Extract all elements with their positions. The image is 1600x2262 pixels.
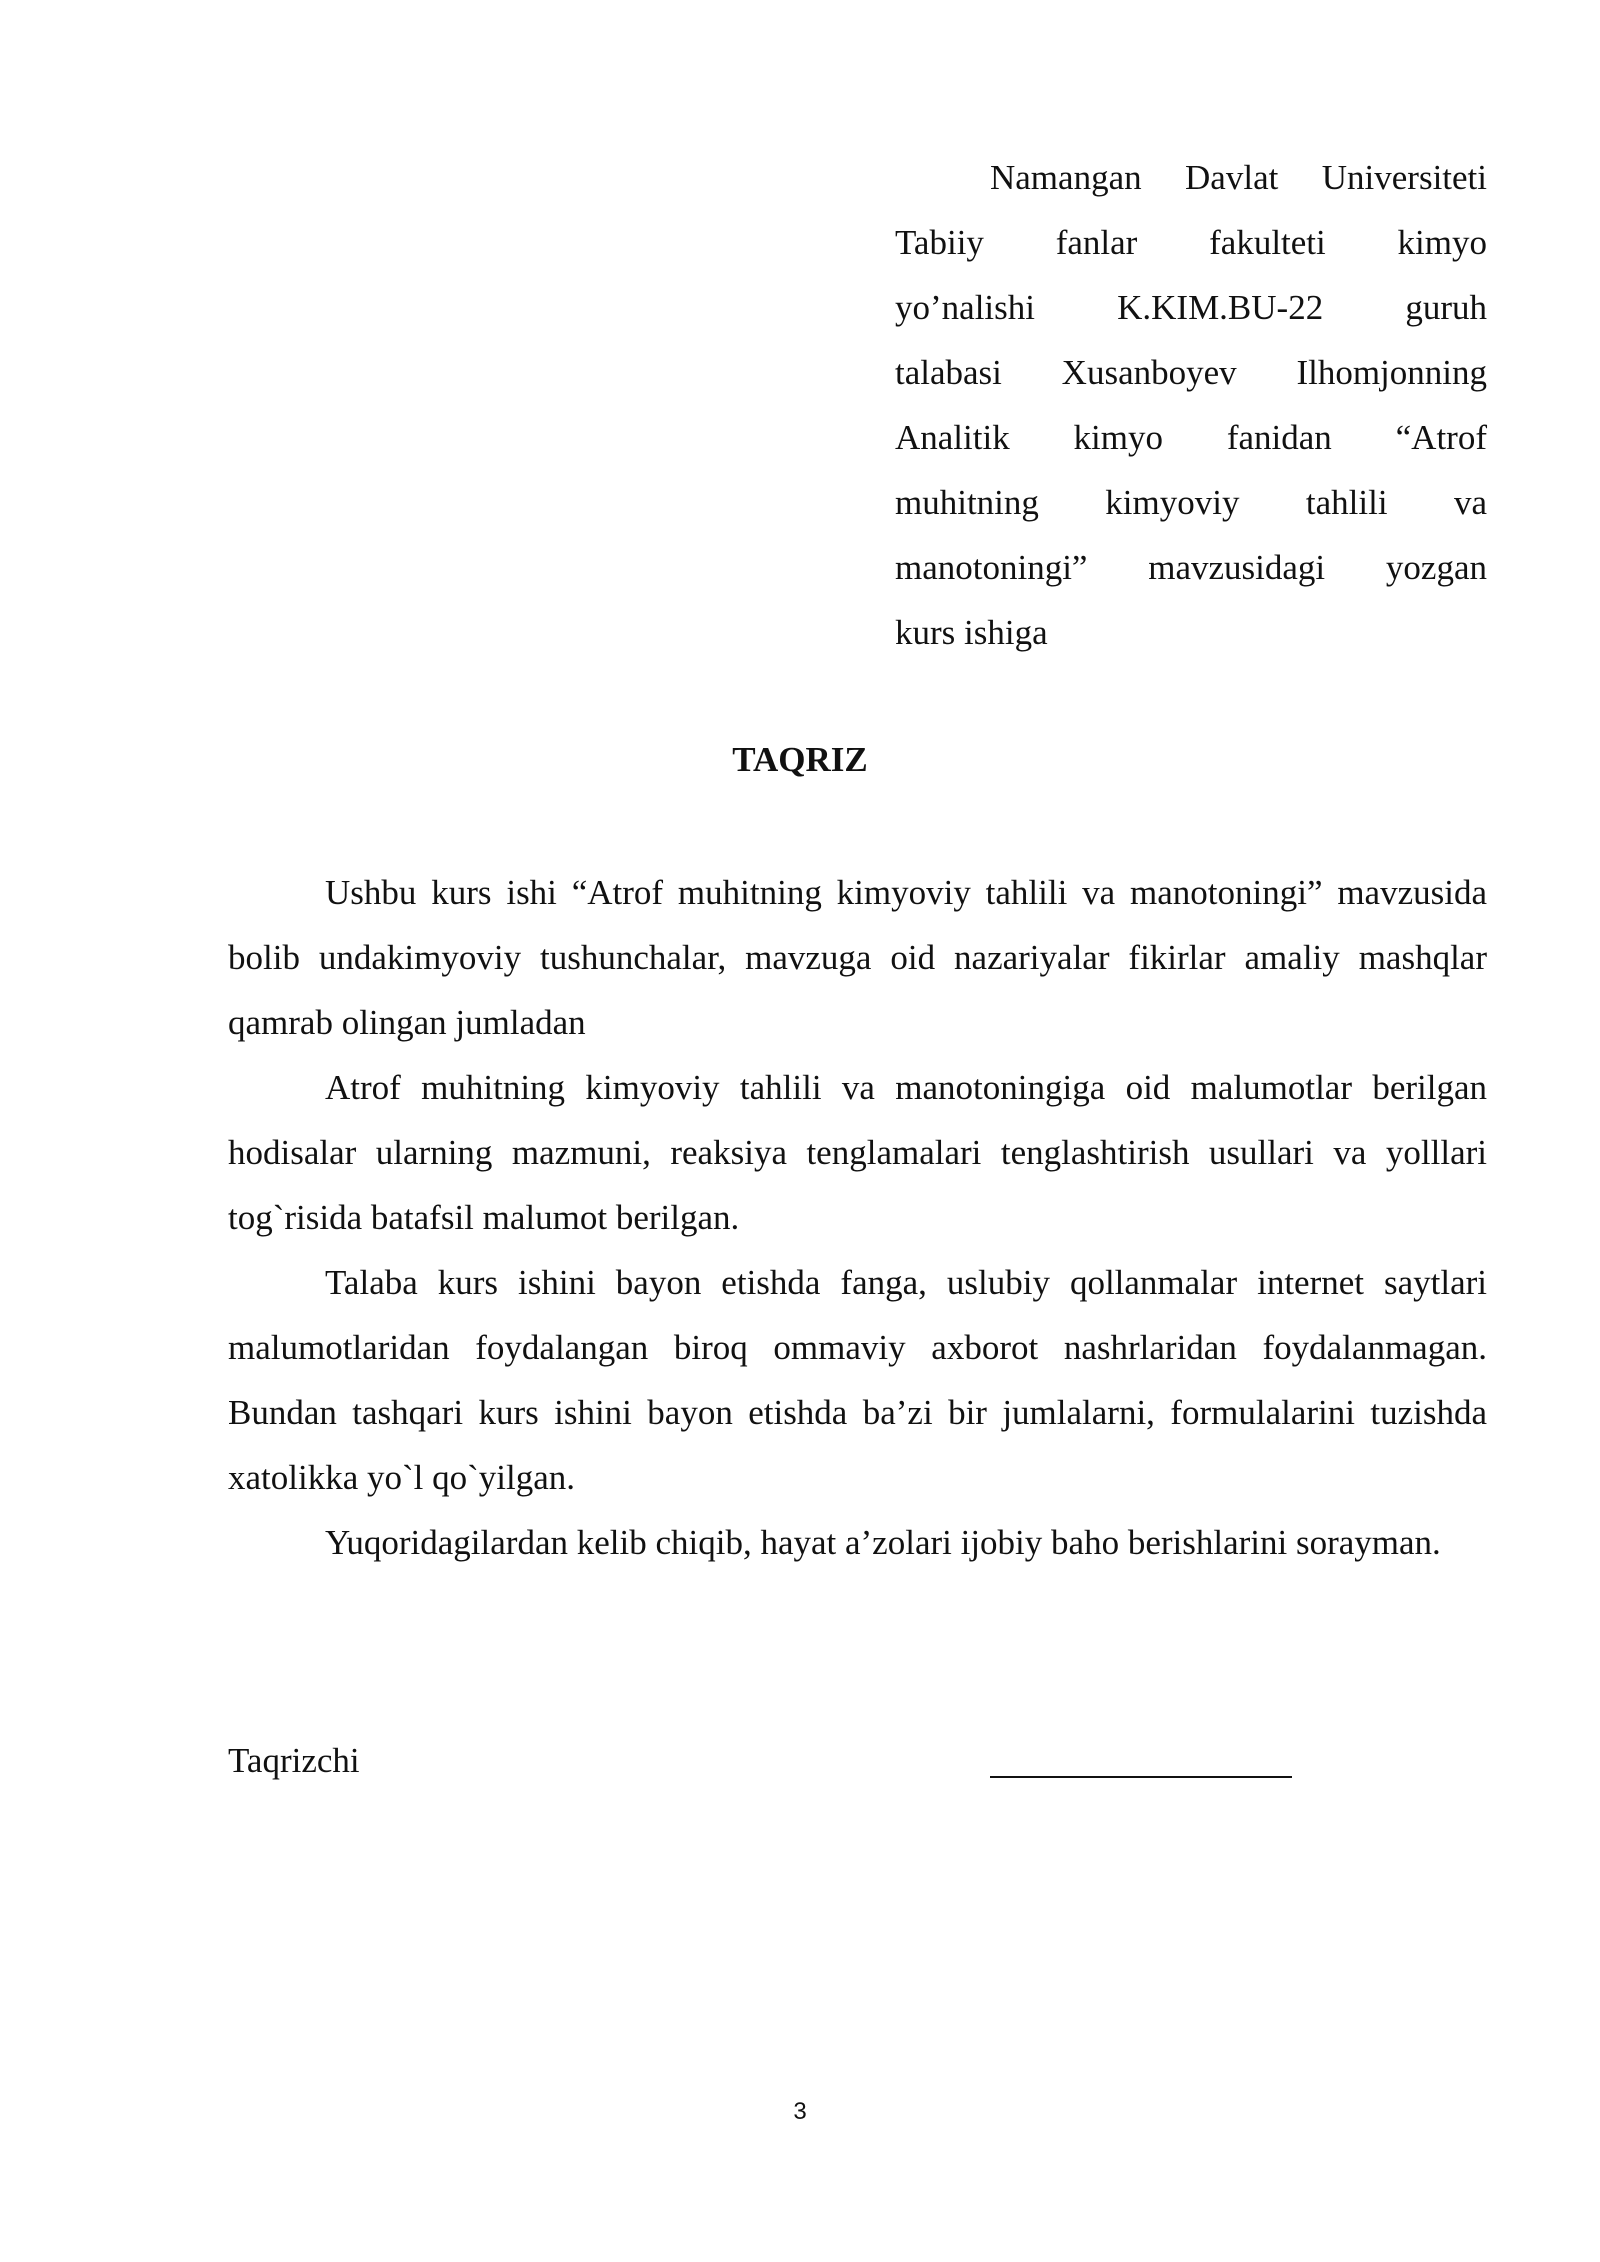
signature-label: Taqrizchi (228, 1741, 360, 1780)
body-paragraph: Atrof muhitning kimyoviy tahlili va manotoningiga oid malumotlar berilgan hodisalar ularning mazmuni, reaksiya tenglamalari tenglashtirish usullari va yolllari tog`risida batafsil malumot berilgan. (228, 1068, 1487, 1237)
page-number: 3 (793, 2098, 807, 2125)
body-paragraph: Talaba kurs ishini bayon etishda fanga, uslubiy qollanmalar internet saytlari malumotlaridan foydalangan biroq ommaviy axborot nashrlaridan foydalanmagan. Bundan tashqari kurs ishini bayon etishda ba’zi bir jumlalarni, formulalarini tuzishda xatolikka yo`l qo`yilgan. (228, 1263, 1487, 1497)
body-paragraph: Yuqoridagilardan kelib chiqib, hayat a’zolari ijobiy baho berishlarini sorayman. (325, 1523, 1441, 1562)
address-line: manotoningi” mavzusidagi yozgan (895, 548, 1487, 587)
body-paragraph: Ushbu kurs ishi “Atrof muhitning kimyoviy tahlili va manotoningi” mavzusida bolib undakimyoviy tushunchalar, mavzuga oid nazariyalar fikirlar amaliy mashqlar qamrab olingan jumladan (228, 873, 1487, 1042)
document-title: TAQRIZ (732, 740, 868, 779)
address-line: talabasi Xusanboyev Ilhomjonning (895, 353, 1487, 392)
address-line: Analitik kimyo fanidan “Atrof (895, 418, 1487, 457)
address-line: kurs ishiga (895, 613, 1048, 652)
signature-line (990, 1776, 1292, 1778)
signature-block (228, 1728, 1288, 1793)
address-line: muhitning kimyoviy tahlili va (895, 483, 1487, 522)
recipient-address-block (895, 145, 1487, 665)
address-line: Tabiiy fanlar fakulteti kimyo (895, 223, 1487, 262)
address-line: yo’nalishi K.KIM.BU-22 guruh (895, 288, 1487, 327)
review-body (228, 860, 1487, 1575)
address-line: Namangan Davlat Universiteti (990, 158, 1487, 197)
